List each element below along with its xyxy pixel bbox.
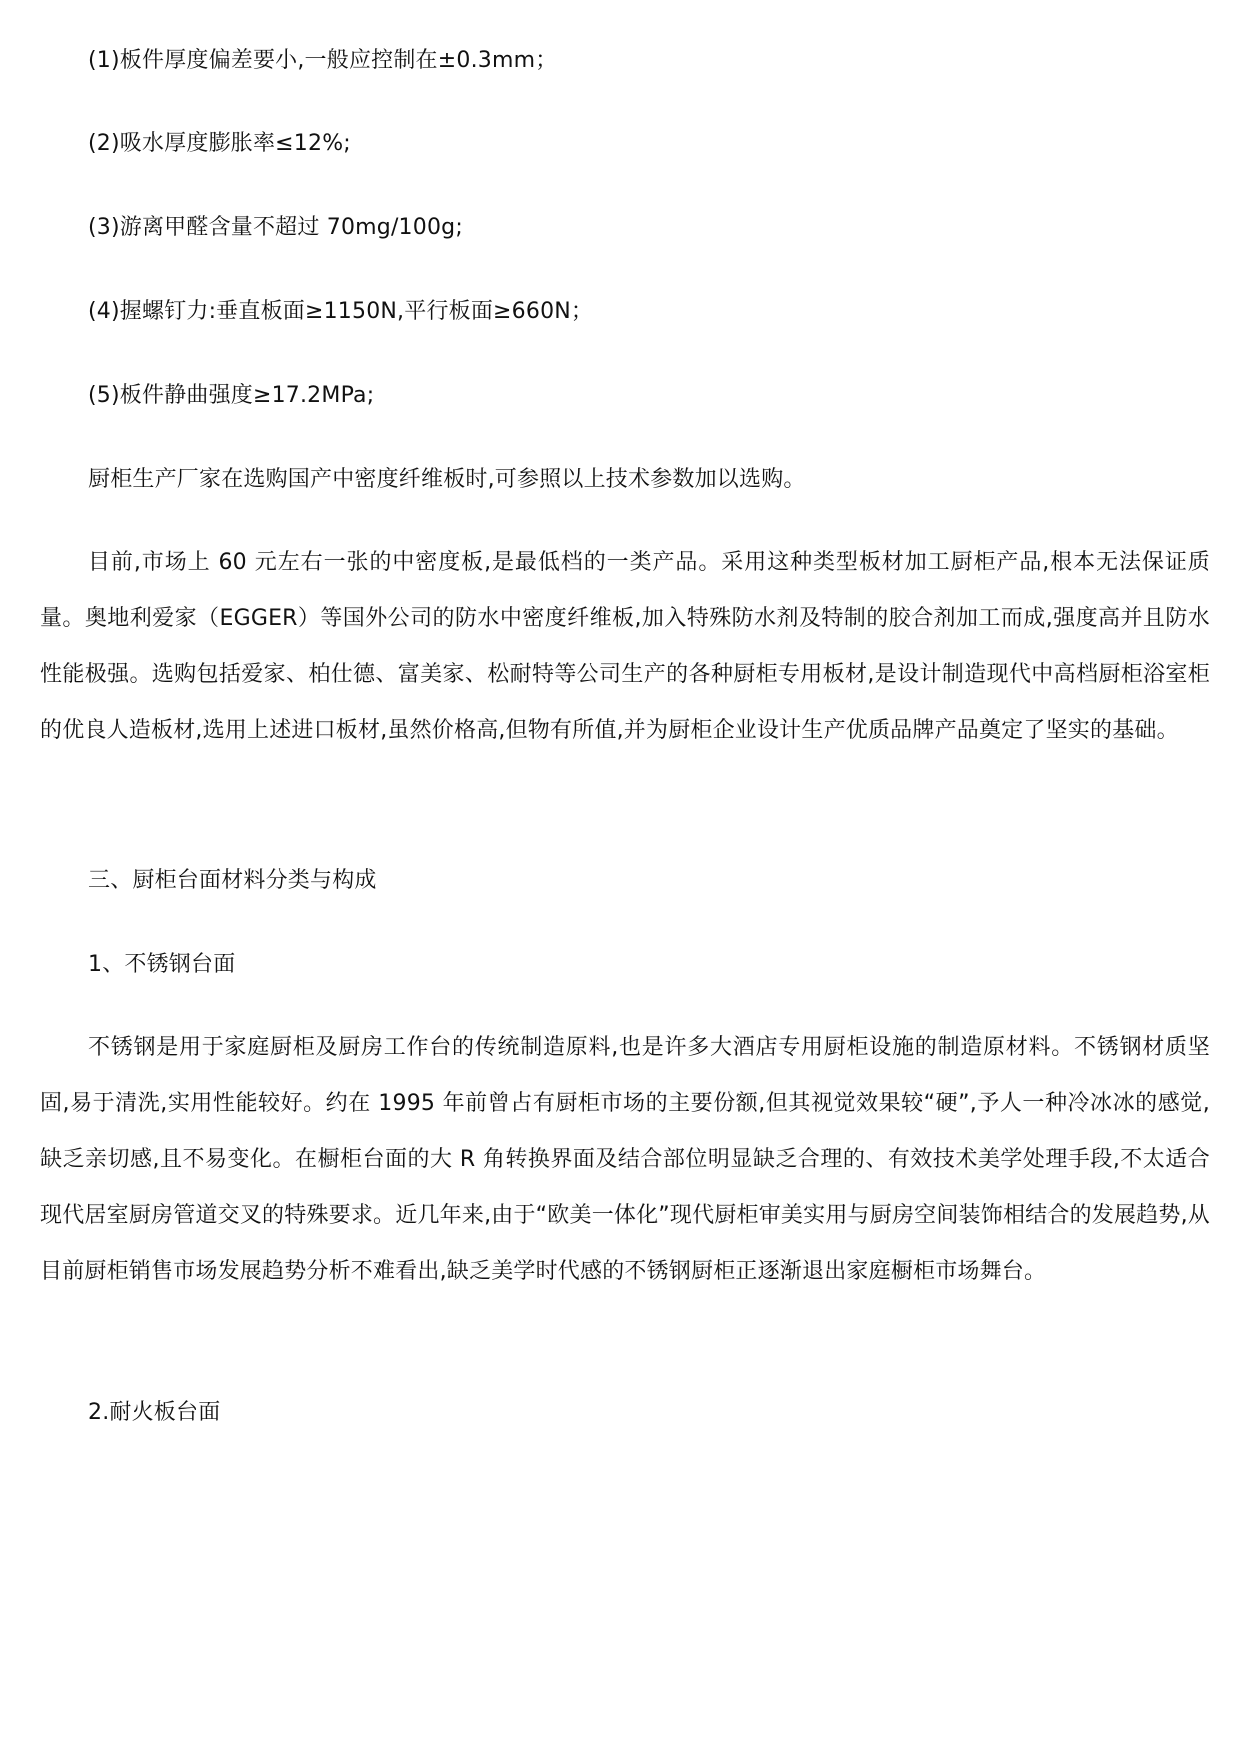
spec-item-5: (5)板件静曲强度≥17.2MPa; bbox=[88, 383, 375, 408]
market-paragraph: 目前,市场上 60 元左右一张的中密度板,是最低档的一类产品。采用这种类型板材加工厨柜产品,根本无法保证质量。奥地利爱家（EGGER）等国外公司的防水中密度纤维板,加入特殊防水剂及特制的胶合剂加工而成,强度高并且防水性能极强。选购包括爱家、柏仕德、富美家、松耐特等公司生产的各种厨柜专用板材,是设计制造现代中高档厨柜浴室柜的优良人造板材,选用上述进口板材,虽然价格高,但物有所值,并为厨柜企业设计生产优质品牌产品奠定了坚实的基础。 bbox=[40, 550, 1210, 743]
spec-item-3: (3)游离甲醛含量不超过 70mg/100g; bbox=[88, 215, 463, 240]
stainless-paragraph: 不锈钢是用于家庭厨柜及厨房工作台的传统制造原料,也是许多大酒店专用厨柜设施的制造原材料。不锈钢材质坚固,易于清洗,实用性能较好。约在 1995 年前曾占有厨柜市场的主要份额,但其视觉效果较“硬”,予人一种冷冰冰的感觉,缺乏亲切感,且不易变化。在橱柜台面的大 R 角转换界面及结合部位明显缺乏合理的、有效技术美学处理手段,不太适合现代居室厨房管道交叉的特殊要求。近几年来,由于“欧美一体化”现代厨柜审美实用与厨房空间装饰相结合的发展趋势,从目前厨柜销售市场发展趋势分析不难看出,缺乏美学时代感的不锈钢厨柜正逐渐退出家庭橱柜市场舞台。 bbox=[40, 1035, 1210, 1284]
subsection-2-heading: 2.耐火板台面 bbox=[88, 1400, 221, 1425]
spec-item-1: (1)板件厚度偏差要小,一般应控制在±0.3mm； bbox=[88, 48, 558, 73]
spec-item-4: (4)握螺钉力:垂直板面≥1150N,平行板面≥660N； bbox=[88, 299, 594, 324]
section-3-heading: 三、厨柜台面材料分类与构成 bbox=[88, 868, 377, 893]
reference-paragraph: 厨柜生产厂家在选购国产中密度纤维板时,可参照以上技术参数加以选购。 bbox=[88, 467, 806, 492]
subsection-1-heading: 1、不锈钢台面 bbox=[88, 952, 236, 977]
spec-item-2: (2)吸水厚度膨胀率≤12%; bbox=[88, 131, 351, 156]
